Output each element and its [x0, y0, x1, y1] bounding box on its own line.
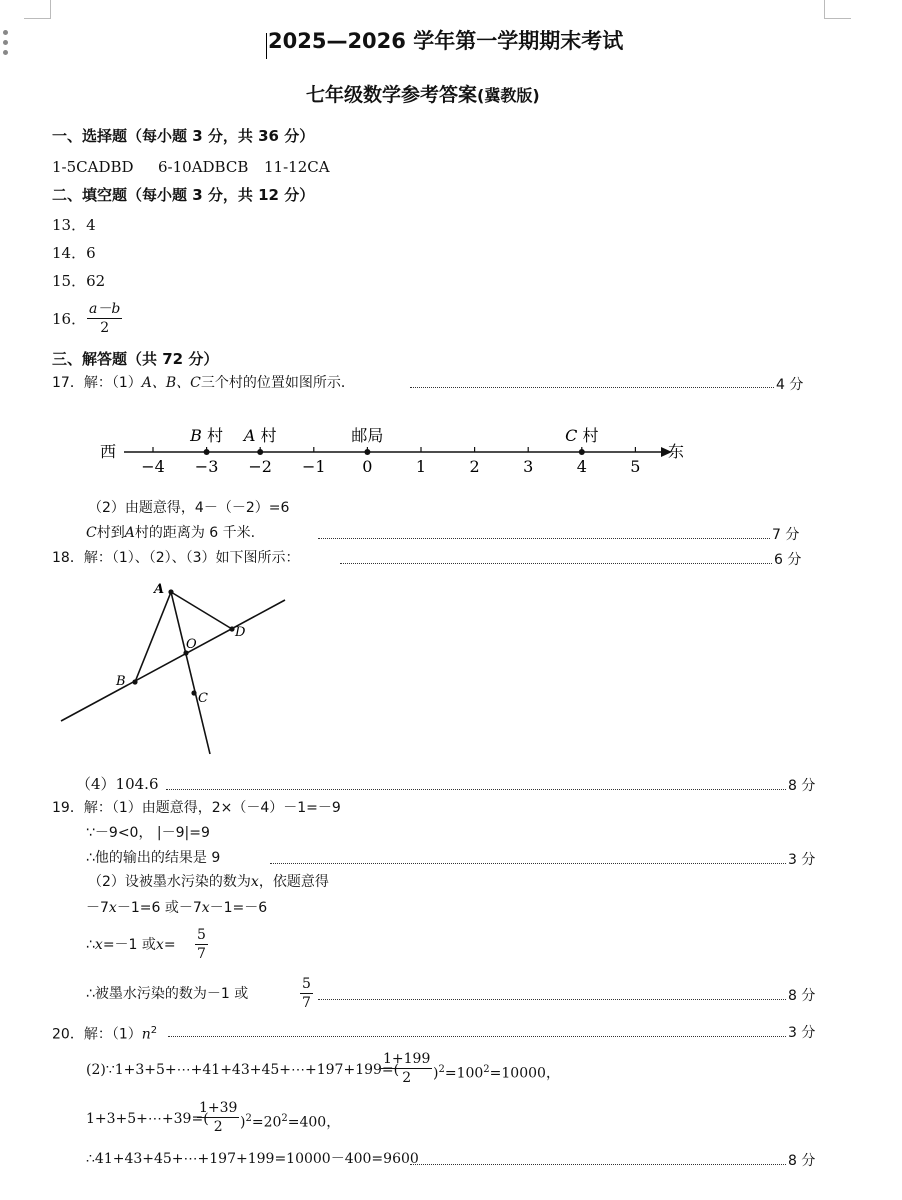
- q20-line4: ∴41+43+45+⋯+197+199=10000－400=9600: [86, 1151, 419, 1167]
- score-label: 7 分: [772, 527, 800, 543]
- section-heading-solve: 三、解答题（共 72 分）: [52, 350, 219, 368]
- score-label: 3 分: [788, 1025, 816, 1041]
- number-line-tick-label: 4: [576, 457, 587, 476]
- label-o: O: [186, 637, 197, 652]
- score-label: 3 分: [788, 852, 816, 868]
- segment-ab: [135, 592, 171, 682]
- number-line-tick-label: 1: [415, 457, 427, 476]
- page-title: 2025—2026 学年第一学期期末考试: [268, 29, 624, 53]
- text-cursor: [266, 33, 267, 59]
- drag-handle-icon[interactable]: [3, 30, 11, 60]
- subtitle-main: 七年级数学参考答案: [306, 84, 478, 106]
- score-label: 8 分: [788, 1153, 816, 1169]
- q20-line2-right: )$^2=100^2=10000$，: [433, 1064, 560, 1082]
- q18-line1: 18．解：（1）、（2）、（3）如下图所示：: [52, 550, 300, 566]
- number-line-point: [579, 449, 585, 455]
- number-line-tick-label: −3: [194, 457, 219, 476]
- q19-line4: （2）设被墨水污染的数为x，依题意得: [88, 874, 329, 890]
- q18-line2: （4）104.6: [76, 775, 159, 793]
- point-b: [132, 679, 137, 684]
- label-a: A: [154, 582, 165, 597]
- q20-line3-right: )$^2=20^2=400$，: [240, 1113, 341, 1131]
- score-label: 4 分: [776, 377, 804, 393]
- number-line-point-label: A 村: [243, 426, 277, 445]
- q20-line3-left: 1+3+5+⋯+39=(: [86, 1111, 209, 1127]
- q20-fraction-1-39: $\frac{1+39}{2}$: [199, 1100, 238, 1135]
- number-line-tick-label: −1: [302, 457, 326, 476]
- number-line-figure: [96, 424, 696, 474]
- subtitle-edition: (冀教版): [477, 86, 540, 105]
- q17-line2: （2）由题意得，4－（－2）=6: [88, 500, 290, 516]
- choice-answers-1: 1-5CADBD: [52, 158, 134, 176]
- number-line-point-label: 邮局: [351, 426, 384, 445]
- q17-line3: C村到A村的距离为 6 千米.: [86, 525, 256, 541]
- point-d: [229, 626, 234, 631]
- q19-line1: 19．解：（1）由题意得，2×（－4）－1=－9: [52, 800, 341, 816]
- q17-line1: 17．解：（1）A、B、C三个村的位置如图所示．: [52, 375, 355, 391]
- score-label: 6 分: [774, 552, 802, 568]
- ray-ac: [171, 592, 210, 754]
- geometry-figure: [56, 578, 296, 758]
- q19-line3: ∴他的输出的结果是 9: [86, 850, 221, 866]
- fill-item: 14．6: [52, 244, 96, 262]
- fill-item: 15．62: [52, 272, 106, 290]
- q20-fraction-1-199: $\frac{1+199}{2}$: [383, 1051, 431, 1086]
- number-line-tick-label: 5: [630, 457, 641, 476]
- section-heading-choice: 一、选择题（每小题 3 分，共 36 分）: [52, 127, 315, 145]
- point-c: [191, 690, 196, 695]
- label-d: D: [235, 625, 246, 640]
- line-bd: [61, 600, 285, 721]
- choice-answers-3: 11-12CA: [264, 158, 330, 176]
- west-label: 西: [100, 442, 117, 461]
- number-line-tick-label: −2: [248, 457, 272, 476]
- dot-leader: [166, 789, 786, 790]
- dot-leader: [318, 999, 786, 1000]
- label-c: C: [198, 691, 208, 706]
- dot-leader: [410, 1164, 786, 1165]
- q19-line6: ∴x=－1 或x=: [86, 937, 176, 953]
- number-line-point: [364, 449, 370, 455]
- number-line-tick-label: −4: [141, 457, 165, 476]
- fill-item-16-fraction: $\frac{a-b}{2}$: [89, 301, 121, 336]
- label-b: B: [116, 674, 126, 689]
- number-line-tick-label: 0: [362, 457, 373, 476]
- east-label: 东: [668, 442, 685, 461]
- q19-line5: －7x－1=6 或－7x－1=－6: [86, 900, 268, 916]
- q19-fraction-5-7-b: $\frac{5}{7}$: [302, 976, 311, 1011]
- page-subtitle: [306, 86, 540, 105]
- q19-line7: ∴被墨水污染的数为－1 或: [86, 986, 249, 1002]
- number-line-point-label: C 村: [565, 426, 599, 445]
- number-line-point: [257, 449, 263, 455]
- number-line-point-label: B 村: [190, 426, 224, 445]
- number-line-tick-label: 3: [523, 457, 534, 476]
- section-heading-fill: 二、填空题（每小题 3 分，共 12 分）: [52, 186, 315, 204]
- dot-leader: [340, 563, 772, 564]
- score-label: 8 分: [788, 778, 816, 794]
- number-line-point: [204, 449, 210, 455]
- q19-line2: ∵－9<0， |－9|=9: [86, 825, 210, 841]
- dot-leader: [270, 863, 786, 864]
- point-a: [168, 589, 173, 594]
- segment-ad: [171, 592, 232, 629]
- page-corner-mark: [824, 0, 851, 19]
- dot-leader: [410, 387, 774, 388]
- choice-answers-2: 6-10ADBCB: [158, 158, 249, 176]
- dot-leader: [168, 1036, 786, 1037]
- fill-item-16-number: 16．: [52, 310, 87, 328]
- q19-fraction-5-7: $\frac{5}{7}$: [197, 927, 206, 962]
- number-line-tick-label: 2: [469, 457, 480, 476]
- page-corner-mark: [24, 0, 51, 19]
- fill-item: 13．4: [52, 216, 96, 234]
- dot-leader: [318, 538, 770, 539]
- score-label: 8 分: [788, 988, 816, 1004]
- q20-line2-left: (2)∵1+3+5+⋯+41+43+45+⋯+197+199=(: [86, 1062, 400, 1078]
- q20-line1: 20．解：$(1)n^2$: [52, 1025, 158, 1043]
